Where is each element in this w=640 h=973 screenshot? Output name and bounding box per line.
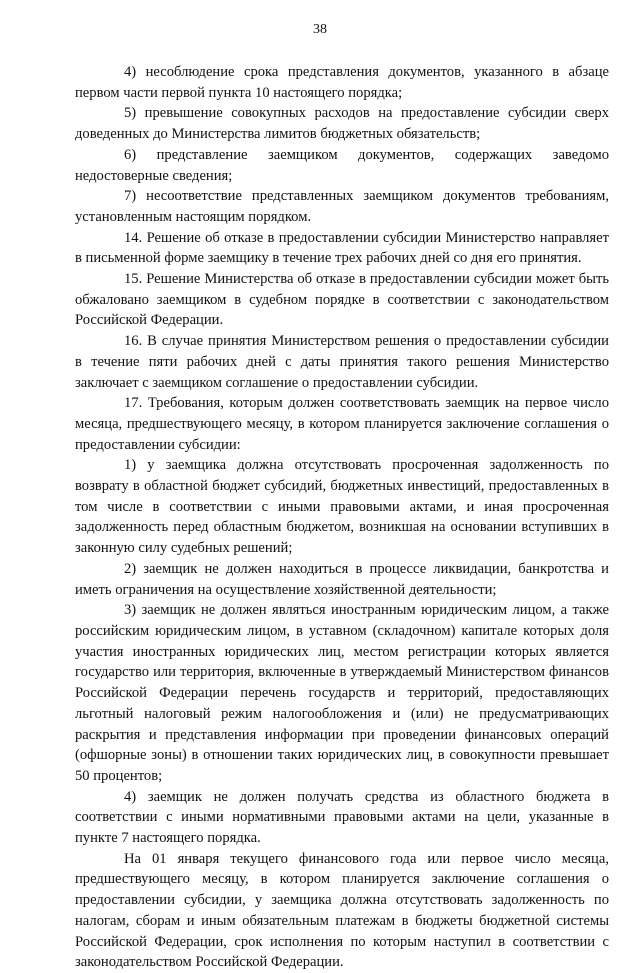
paragraph-clause-16: 16. В случае принятия Министерством решения о предоставлении субсидии в течение пяти рабочих дней с даты принятия такого решения Министерство заключает с заемщиком соглашение о предоставлении субсидии.	[75, 333, 609, 391]
paragraph-requirement-2: 2) заемщик не должен находиться в процессе ликвидации, банкротства и иметь ограничения на осуществление хозяйственной деятельности;	[75, 560, 609, 598]
paragraph-requirement-3: 3) заемщик не должен являться иностранным юридическим лицом, а также российским юридическим лицом, в уставном (складочном) капитале которых доля участия иностранных юридических лиц, местом регистрации которых является государство или территория, включенные в утверждаемый Министерством финансов Российской Федерации перечень государств и территорий, предоставляющих льготный налоговый режим налогообложения и (или) не предусматривающих раскрытия и представления информации при проведении финансовых операций (офшорные зоны) в отношении таких юридических лиц, в совокупности превышает 50 процентов;	[75, 602, 609, 784]
document-body	[75, 62, 609, 973]
paragraph-item-5-budget-excess: 5) превышение совокупных расходов на предоставление субсидии сверх доведенных до Министерства лимитов бюджетных обязательств;	[75, 105, 609, 143]
paragraph-requirement-4: 4) заемщик не должен получать средства из областного бюджета в соответствии с иными нормативными правовыми актами на цели, указанные в пункте 7 настоящего порядка.	[75, 788, 609, 847]
paragraph-item-6-false-information: 6) представление заемщиком документов, содержащих заведомо недостоверные сведения;	[75, 146, 609, 184]
paragraph-clause-17: 17. Требования, которым должен соответствовать заемщик на первое число месяца, предшествующего месяцу, в котором планируется заключение соглашения о предоставлении субсидии:	[75, 395, 609, 453]
page-number: 38	[313, 22, 327, 37]
paragraph-item-7-noncompliance: 7) несоответствие представленных заемщиком документов требованиям, установленным настоящим порядком.	[75, 188, 609, 225]
paragraph-requirement-1: 1) у заемщика должна отсутствовать просроченная задолженность по возврату в областной бюджет субсидий, бюджетных инвестиций, предоставленных в том числе в соответствии с иными правовыми актами, и иная просроченная задолженность перед областным бюджетом, возникшая на основании вступивших в законную силу судебных решений;	[75, 457, 609, 557]
paragraph-clause-14: 14. Решение об отказе в предоставлении субсидии Министерство направляет в письменной форме заемщику в течение трех рабочих дней со дня его принятия.	[75, 229, 609, 267]
paragraph-item-4-late-documents: 4) несоблюдение срока представления документов, указанного в абзаце первом части первой пункта 10 настоящего порядка;	[75, 64, 609, 101]
paragraph-tax-debt: На 01 января текущего финансового года или первое число месяца, предшествующего месяцу, в котором планируется заключение соглашения о предоставлении субсидии, у заемщика должна отсутствовать задолженность по налогам, сборам и иным обязательным платежам в бюджеты бюджетной системы Российской Федерации, срок исполнения по которым наступил в соответствии с законодательством Российской Федерации.	[75, 850, 609, 971]
paragraph-clause-15: 15. Решение Министерства об отказе в предоставлении субсидии может быть обжаловано заемщиком в судебном порядке в соответствии с законодательством Российской Федерации.	[75, 271, 609, 329]
